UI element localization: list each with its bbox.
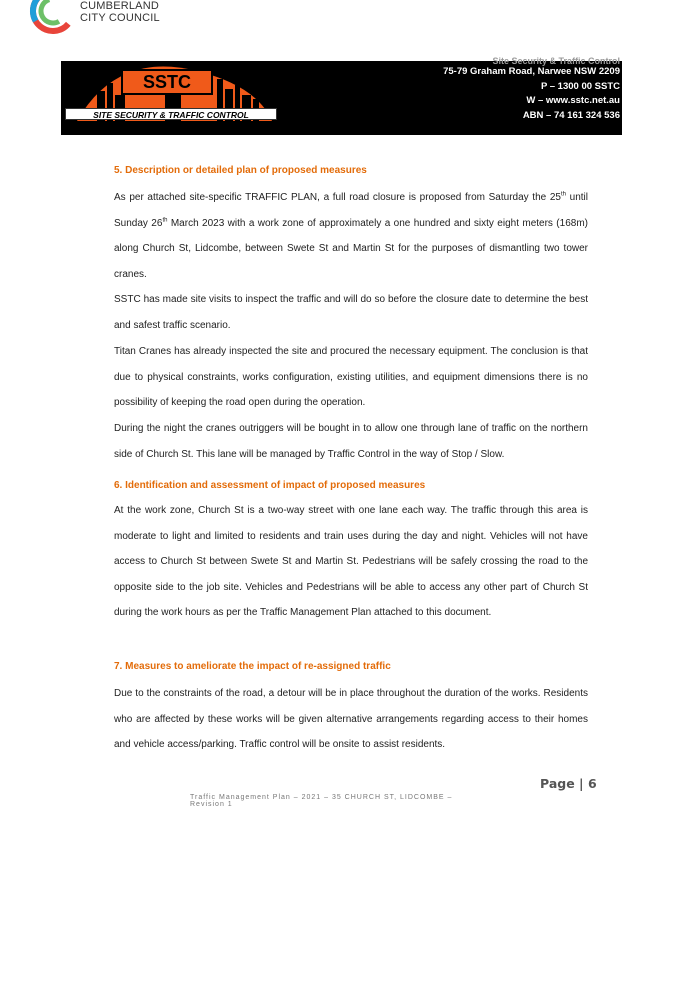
sstc-logo-text: SSTC (121, 69, 213, 95)
section-7-paragraph-1: Due to the constraints of the road, a detour will be in place throughout the duration of the works. Residents who are affected by these works will be given alternative arrangements regarding access to their homes and vehicle access/parking. Traffic control will be onsite to assist residents. (114, 688, 588, 750)
section-7-heading: 7. Measures to ameliorate the impact of re-assigned traffic (114, 661, 391, 672)
sstc-contact-block (443, 56, 620, 123)
page-number: Page | 6 (540, 776, 597, 791)
council-name (80, 0, 160, 24)
section-6-heading: 6. Identification and assessment of impact of proposed measures (114, 480, 426, 491)
section-5-heading: 5. Description or detailed plan of proposed measures (114, 165, 367, 176)
council-name-line1: CUMBERLAND (80, 0, 160, 12)
section-5-paragraph-2: SSTC has made site visits to inspect the traffic and will do so before the closure date to determine the best and safest traffic scenario. (114, 294, 588, 331)
section-6-paragraph-1: At the work zone, Church St is a two-way street with one lane each way. The traffic through this area is moderate to light and limited to residents and train uses during the day and night. Vehicles will not have access to Church St between Swete St and Martin St. Pedestrians will be safely crossing the road to the opposite side to the job site. Vehicles and Pedestrians will be able to access any other part of Church St during the work hours as per the Traffic Management Plan attached to this document. (114, 505, 588, 618)
sstc-phone: P – 1300 00 SSTC (540, 80, 620, 92)
footer-text-cut: Traffic Management Plan – 2021 – 35 CHURCH ST, LIDCOMBE – Revision 1 (190, 794, 453, 808)
section-5-paragraph-1: As per attached site-specific TRAFFIC PLAN, a full road closure is proposed from Saturday the 25th until Sunday 26th March 2023 with a work zone of approximately a one hundred and sixty eight meters (168m) along Church St, Lidcombe, between Swete St and Martin St for the purposes of dismantling two tower cranes. (114, 191, 588, 280)
sstc-tagline: SITE SECURITY & TRAFFIC CONTROL (65, 108, 277, 120)
sstc-address: 75-79 Graham Road, Narwee NSW 2209 (443, 66, 620, 77)
council-name-line2: CITY COUNCIL (80, 12, 160, 24)
cumberland-council-logo-icon (28, 0, 78, 36)
sstc-abn: ABN – 74 161 324 536 (522, 109, 620, 121)
sstc-letterhead-banner (61, 56, 622, 135)
section-5-paragraph-4: During the night the cranes outriggers will be bought in to allow one through lane of traffic on the northern side of Church St. This lane will be managed by Traffic Control in the way of Stop / Slow. (114, 423, 588, 460)
section-5-paragraph-3: Titan Cranes has already inspected the site and procured the necessary equipment. The conclusion is that due to physical constraints, works configuration, existing utilities, and equipment dimensions there is no possibility of keeping the road open during the operation. (114, 346, 588, 408)
sstc-website: W – www.sstc.net.au (526, 95, 620, 106)
sstc-address-cut: Site Security & Traffic Control (492, 56, 620, 66)
